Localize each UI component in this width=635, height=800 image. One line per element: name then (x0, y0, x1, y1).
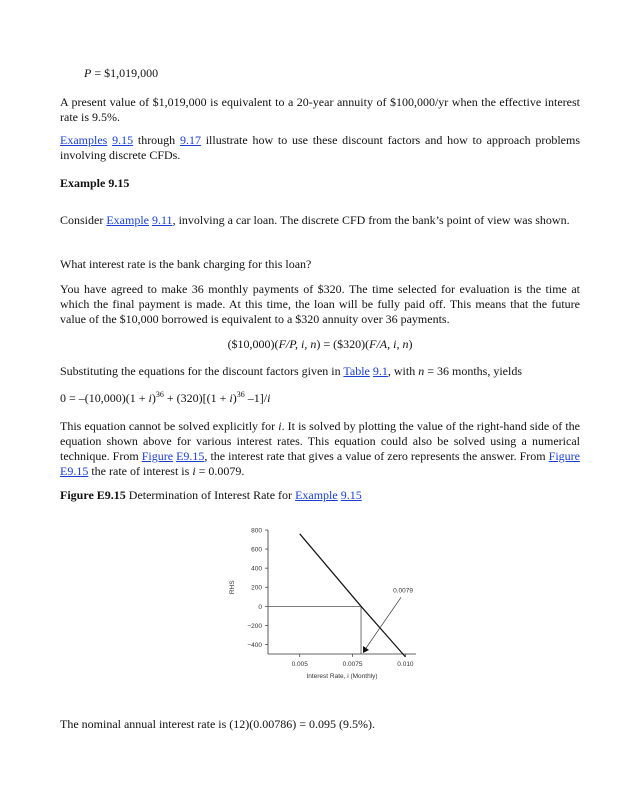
eq-zero-a: 0 = –(10,000)(1 + (60, 391, 149, 405)
annotation-arrow-line (364, 597, 401, 651)
eq-zero-i1: i (148, 391, 152, 405)
eq-zero-b: ) (151, 391, 156, 405)
equation-zero (60, 391, 580, 406)
eq-zero-sup2: 36 (236, 390, 245, 399)
paragraph-nominal-rate (60, 717, 580, 732)
var-n: n (418, 364, 425, 378)
paragraph-consider (60, 213, 580, 228)
link-example[interactable]: Example (106, 213, 149, 227)
var-p: P (84, 66, 92, 80)
eq-zero-i3: i (267, 391, 271, 405)
para6-i2: i (192, 464, 196, 478)
eq-zero-i2: i (229, 391, 233, 405)
link-figure-2[interactable]: Figure (548, 449, 581, 463)
y-tick-label: 200 (251, 584, 262, 592)
link-caption-9-15[interactable]: 9.15 (340, 488, 362, 502)
eq-main-fp: F/P, i, n (278, 337, 317, 351)
link-figure[interactable]: Figure (141, 449, 174, 463)
eq-main-e: ) (408, 337, 413, 351)
y-tick-label: 400 (251, 565, 262, 573)
para6-c: , the interest rate that gives a value of zero represents the answer. From (204, 449, 549, 463)
eq-main-c: ) = ($320)( (316, 337, 370, 351)
y-axis-label: RHS (229, 580, 236, 595)
interest-rate-chart (210, 522, 450, 682)
through-text: through (133, 133, 180, 147)
para1-text: A present value of $1,019,000 is equivalent to a 20-year annuity of $100,000/yr when the effective interest rate is 9.5%. (60, 95, 580, 124)
para6-b: . It is solved by plotting the value of the right-hand side of the equation shown above for various interest rates. This equation could also be solved using a numerical technique. From (60, 419, 580, 463)
paragraph-examples (60, 133, 580, 163)
annotation-arrowhead (363, 646, 369, 653)
eq-zero-c: + (320)[(1 + (163, 391, 230, 405)
para5-pre: Substituting the equations for the discount factors given in (60, 364, 344, 378)
caption-bold: Figure E9.15 (60, 488, 126, 502)
eq-p-rest: = $1,019,000 (91, 66, 159, 80)
eq-zero-sup1: 36 (155, 390, 164, 399)
y-tick-label: 800 (251, 527, 262, 535)
example-heading-text: Example 9.15 (60, 176, 130, 190)
consider-text: Consider (60, 213, 107, 227)
x-tick-label: 0.010 (397, 661, 414, 668)
rhs-series-line (300, 534, 406, 657)
para6-a: This equation cannot be solved explicitly for (60, 419, 279, 433)
x-axis-label: Interest Rate, i (Monthly) (306, 673, 378, 680)
link-examples[interactable]: Examples (60, 133, 108, 147)
para6-e: = 0.0079. (195, 464, 245, 478)
para5-post: = 36 months, yields (424, 364, 523, 378)
para5-mid: , with (387, 364, 419, 378)
example-heading (60, 176, 580, 191)
para3-rest: , involving a car loan. The discrete CFD from the bank’s point of view was shown. (172, 213, 570, 227)
y-tick-label: −400 (247, 641, 262, 649)
para2-rest: illustrate how to use these discount factors and how to approach problems involving discrete CFDs. (60, 133, 580, 162)
equation-present-value (60, 66, 580, 81)
eq-zero-e: –1]/ (244, 391, 268, 405)
link-example-9-17[interactable]: 9.17 (179, 133, 201, 147)
para6-i: i (278, 419, 282, 433)
link-example-9-11[interactable]: 9.11 (152, 213, 173, 227)
paragraph-substituting (60, 364, 580, 379)
x-tick-label: 0.005 (291, 661, 308, 668)
link-table-9-1[interactable]: 9.1 (372, 364, 388, 378)
para4-text: You have agreed to make 36 monthly payments of $320. The time selected for evaluation is the time at which the final payment is made. At this time, the loan will be fully paid off. This means that the future value of the $10,000 borrowed is equivalent to a $320 annuity over 36 payments. (60, 282, 580, 326)
paragraph-payments (60, 282, 580, 327)
paragraph-present-value (60, 95, 580, 125)
final-text: The nominal annual interest rate is (12)(0.00786) = 0.095 (9.5%). (60, 717, 376, 731)
x-tick-label: 0.0075 (342, 661, 363, 668)
y-tick-label: −200 (247, 622, 262, 630)
figure-caption (60, 488, 580, 503)
link-caption-example[interactable]: Example (295, 488, 338, 502)
link-example-9-15[interactable]: 9.15 (112, 133, 134, 147)
annotation-label: 0.0079 (393, 587, 413, 595)
link-table[interactable]: Table (343, 364, 370, 378)
y-tick-label: 600 (251, 546, 262, 554)
eq-main-fa: F/A, i, n (369, 337, 409, 351)
caption-text: Determination of Interest Rate for (125, 488, 296, 502)
question (60, 257, 580, 272)
link-figure-e9-15-2[interactable]: E9.15 (60, 464, 89, 478)
equation-equivalence (60, 337, 580, 352)
eq-zero-d: ) (232, 391, 237, 405)
eq-main-a: ($10,000)( (227, 337, 279, 351)
question-text: What interest rate is the bank charging for this loan? (60, 257, 312, 271)
paragraph-solution (60, 419, 580, 479)
para6-d: the rate of interest is (88, 464, 193, 478)
y-tick-label: 0 (258, 603, 262, 611)
link-figure-e9-15[interactable]: E9.15 (176, 449, 205, 463)
